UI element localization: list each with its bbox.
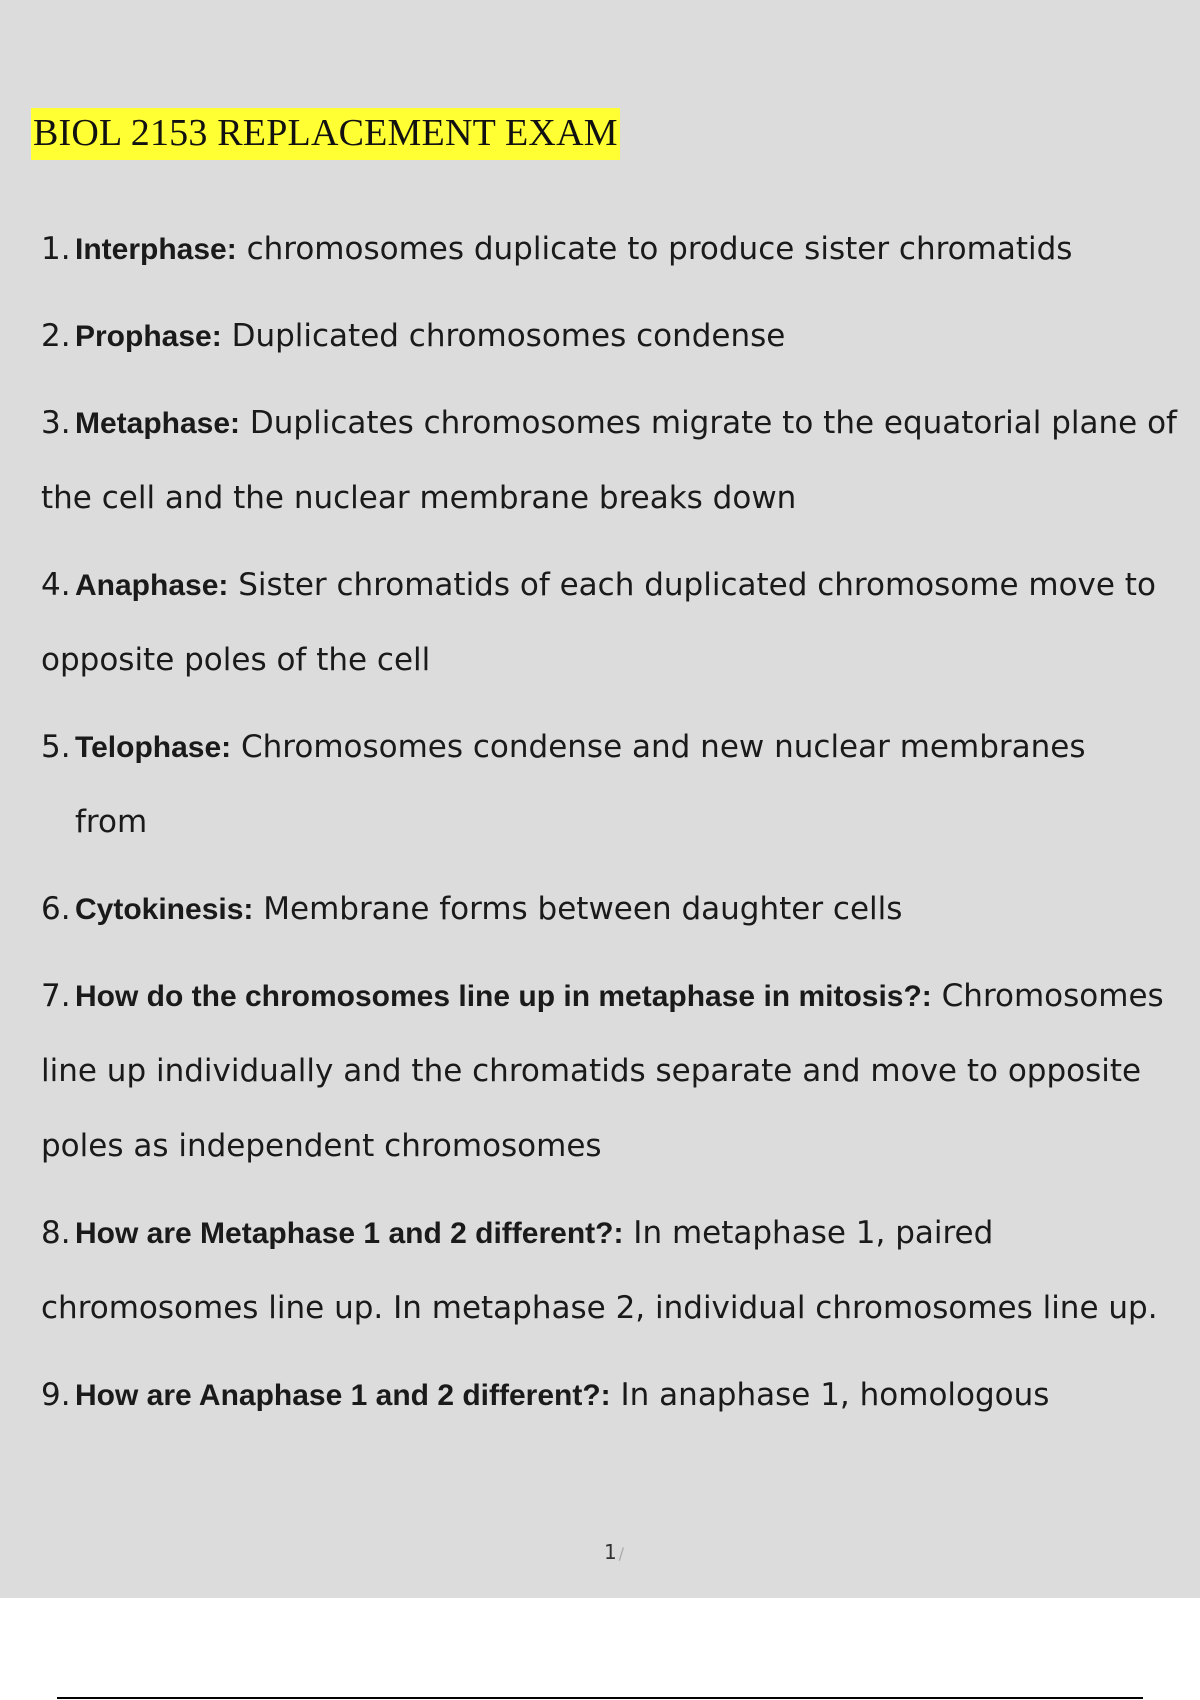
- item-term: How are Anaphase 1 and 2 different?:: [75, 1379, 611, 1412]
- item-definition: Membrane forms between daughter cells: [253, 891, 903, 927]
- item-term: Telophase:: [75, 731, 232, 764]
- list-item: [41, 1358, 1186, 1433]
- item-number: 6.: [41, 891, 71, 927]
- flashcard-list: [41, 212, 1186, 1445]
- document-title: BIOL 2153 REPLACEMENT EXAM: [31, 108, 620, 160]
- item-definition-continued: from: [75, 804, 148, 840]
- list-item: [41, 710, 1186, 860]
- list-item: [41, 212, 1186, 287]
- item-definition: In anaphase 1, homologous: [610, 1377, 1050, 1413]
- page-number: [0, 1540, 1200, 1564]
- item-term: Anaphase:: [75, 569, 229, 602]
- list-item: [41, 1196, 1186, 1346]
- list-item: [41, 872, 1186, 947]
- list-item: [41, 548, 1186, 698]
- item-number: 5.: [41, 729, 71, 765]
- item-definition: Chromosomes condense and new nuclear membranes: [231, 729, 1086, 765]
- item-definition: Sister chromatids of each duplicated chromosome move to opposite poles of the cell: [41, 567, 1156, 678]
- list-item: [41, 299, 1186, 374]
- item-number: 1.: [41, 231, 71, 267]
- item-definition: Duplicates chromosomes migrate to the equatorial plane of the cell and the nuclear membrane breaks down: [41, 405, 1177, 516]
- page-number-separator: /: [618, 1544, 625, 1563]
- item-definition: In metaphase 1, paired chromosomes line up. In metaphase 2, individual chromosomes line up.: [41, 1215, 1158, 1326]
- item-number: 7.: [41, 978, 71, 1014]
- item-term: Prophase:: [75, 320, 222, 353]
- item-definition: chromosomes duplicate to produce sister chromatids: [236, 231, 1073, 267]
- item-term: How do the chromosomes line up in metaphase in mitosis?:: [75, 980, 932, 1013]
- page-number-value: 1: [603, 1540, 617, 1564]
- item-term: How are Metaphase 1 and 2 different?:: [75, 1217, 624, 1250]
- item-number: 2.: [41, 318, 71, 354]
- item-term: Interphase:: [75, 233, 237, 266]
- item-definition: Duplicated chromosomes condense: [221, 318, 786, 354]
- item-term: Cytokinesis:: [75, 893, 254, 926]
- page-divider: [57, 1697, 1143, 1699]
- list-item: [41, 959, 1186, 1184]
- item-number: 3.: [41, 405, 71, 441]
- list-item: [41, 386, 1186, 536]
- item-number: 8.: [41, 1215, 71, 1251]
- item-term: Metaphase:: [75, 407, 241, 440]
- item-number: 4.: [41, 567, 71, 603]
- item-number: 9.: [41, 1377, 71, 1413]
- item-definition: Chromosomes line up individually and the chromatids separate and move to opposite poles as independent chromosomes: [41, 978, 1164, 1164]
